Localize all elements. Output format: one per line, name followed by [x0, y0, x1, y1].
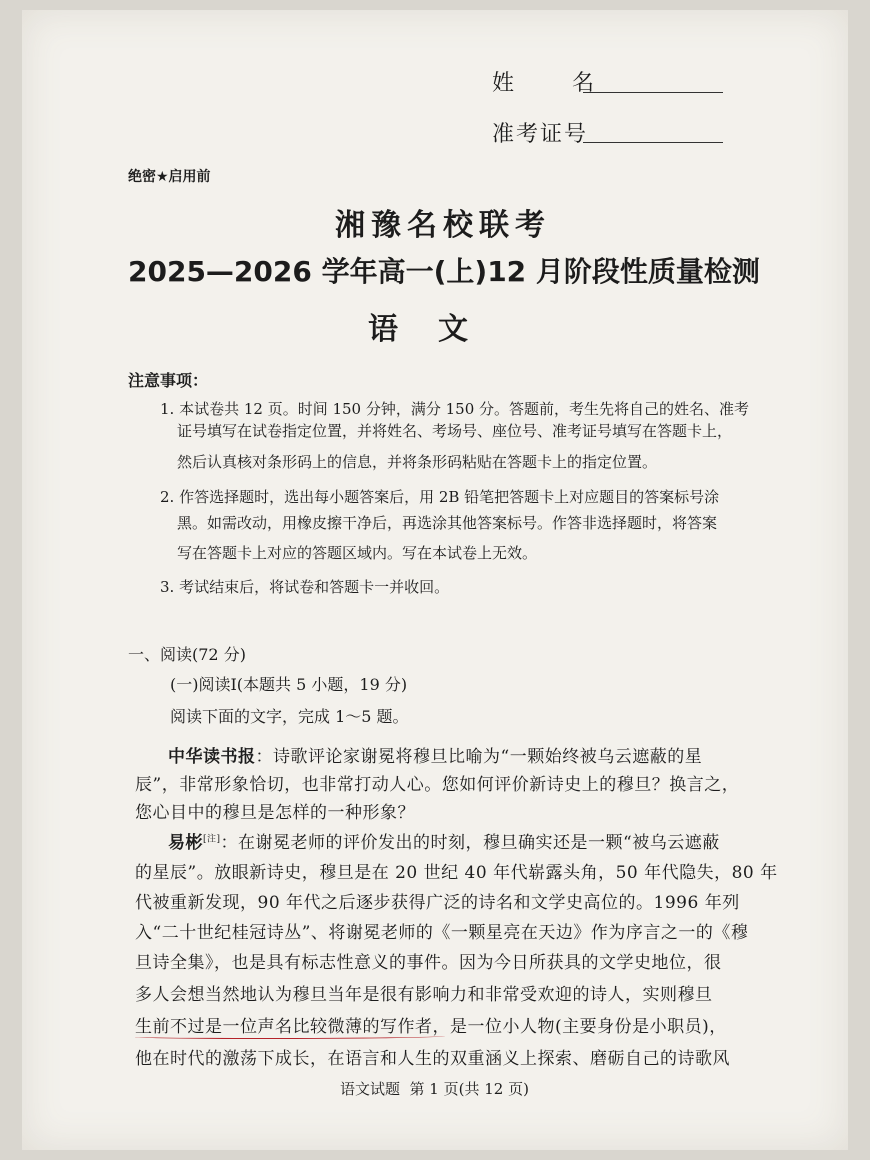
notice-line-4: 2. 作答选择题时，选出每小题答案后，用 2B 铅笔把答题卡上对应题目的答案标号涂: [160, 488, 720, 506]
id-field-line[interactable]: [583, 142, 723, 143]
notice-line-3: 然后认真核对条形码上的信息，并将条形码粘贴在答题卡上的指定位置。: [177, 453, 658, 471]
exam-subject: 语文: [368, 312, 508, 347]
passage-line: 多人会想当然地认为穆旦当年是很有影响力和非常受欢迎的诗人，实则穆旦: [135, 985, 713, 1005]
page-footer: 语文试题 第 1 页(共 12 页): [340, 1080, 529, 1098]
passage-question-line1: [168, 742, 702, 767]
notice-line-7: 3. 考试结束后，将试卷和答题卡一并收回。: [160, 578, 450, 596]
exam-title-line1: 湘豫名校联考: [335, 208, 551, 243]
passage-line: 他在时代的激荡下成长，在语言和人生的双重涵义上探索、磨砺自己的诗歌风: [135, 1049, 730, 1069]
notice-line-2: 证号填写在试卷指定位置，并将姓名、考场号、座位号、准考证号填写在答题卡上，: [177, 422, 733, 440]
question-speaker: 中华读书报: [168, 747, 256, 767]
passage-line: 旦诗全集》，也是具有标志性意义的事件。因为今日所获具的文学史地位，很: [135, 953, 722, 973]
notice-heading: 注意事项：: [128, 371, 209, 390]
notice-line-6: 写在答题卡上对应的答题区域内。写在本试卷上无效。: [177, 544, 538, 562]
passage-question-line3: 您心目中的穆旦是怎样的一种形象？: [135, 803, 415, 823]
passage-line: 代被重新发现，90 年代之后逐步获得广泛的诗名和文学史高位的。1996 年列: [135, 893, 740, 913]
passage-question-line2: 辰”，非常形象恰切，也非常打动人心。您如何评价新诗史上的穆旦？换言之，: [135, 775, 740, 795]
section-subtitle: (一)阅读Ⅰ(本题共 5 小题，19 分): [170, 675, 408, 694]
name-field-label: 姓 名: [492, 71, 600, 96]
answer-speaker: 易彬: [168, 833, 203, 853]
passage-line: 入“二十世纪桂冠诗丛”、将谢冕老师的《一颗星亮在天边》作为序言之一的《穆: [135, 923, 749, 943]
passage-answer-line1: [168, 828, 720, 853]
answer-text-1: ：在谢冕老师的评价发出的时刻，穆旦确实还是一颗“被乌云遮蔽: [220, 833, 720, 853]
exam-title-line2: 2025—2026 学年高一(上)12 月阶段性质量检测: [128, 255, 760, 288]
question-text-1: ：诗歌评论家谢冕将穆旦比喻为“一颗始终被乌云遮蔽的星: [255, 747, 703, 767]
section-title: 一、阅读(72 分): [128, 645, 246, 664]
answer-note-mark: [注]: [203, 834, 221, 845]
notice-line-1: 1. 本试卷共 12 页。时间 150 分钟，满分 150 分。答题前，考生先将自己的姓名、准考: [160, 400, 750, 418]
name-field-line[interactable]: [583, 92, 723, 93]
id-field-label: 准考证号: [492, 122, 589, 147]
secret-mark: 绝密★启用前: [128, 169, 211, 185]
section-instruction: 阅读下面的文字，完成 1～5 题。: [170, 707, 409, 726]
notice-line-5: 黑。如需改动，用橡皮擦干净后，再选涂其他答案标号。作答非选择题时，将答案: [177, 514, 718, 532]
passage-line: 的星辰”。放眼新诗史，穆旦是在 20 世纪 40 年代崭露头角，50 年代隐失，80 年: [135, 863, 778, 883]
passage-line: 生前不过是一位声名比较微薄的写作者，是一位小人物(主要身份是小职员)，: [135, 1017, 727, 1037]
